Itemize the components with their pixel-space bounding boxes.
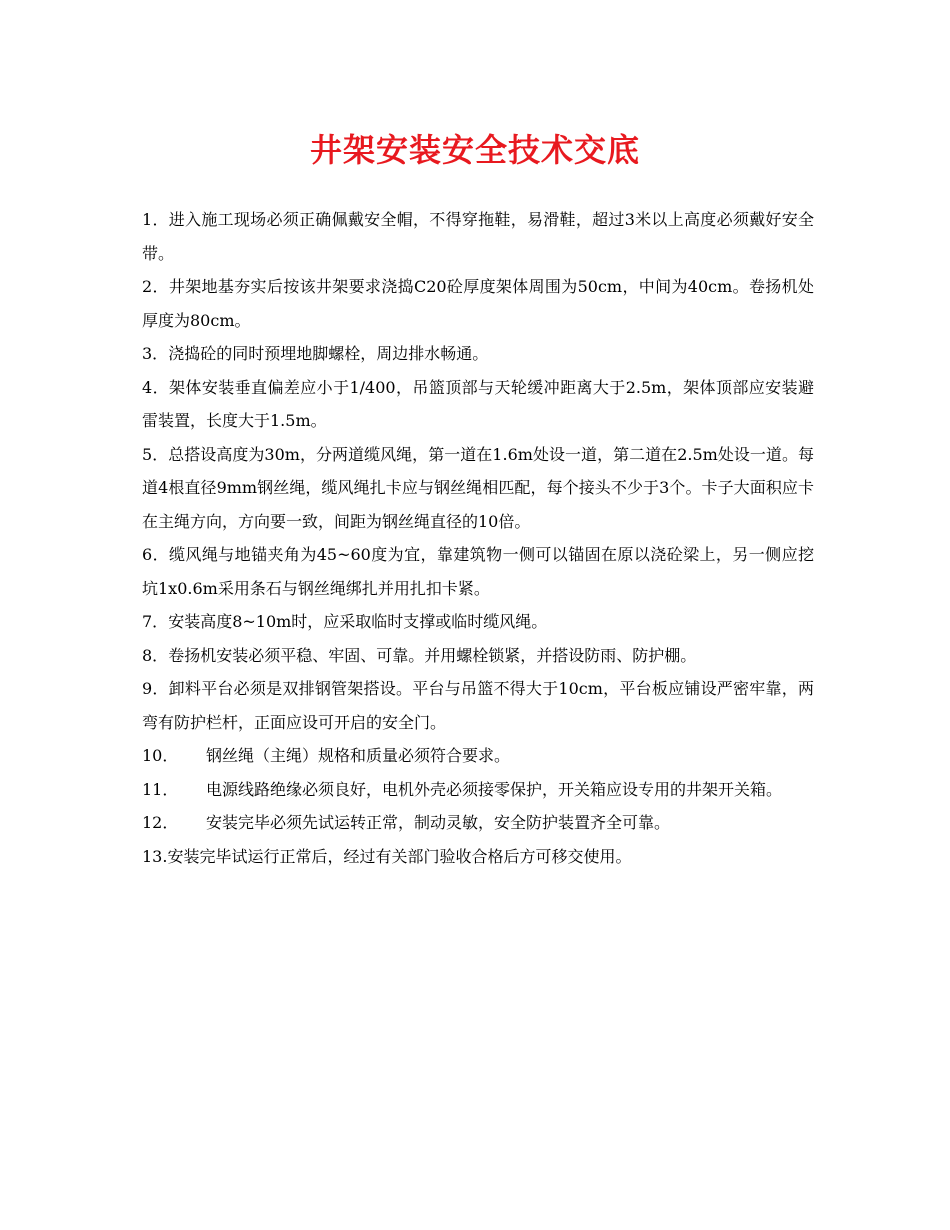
list-item	[142, 605, 814, 639]
list-item	[142, 672, 814, 739]
item-number: 10．	[142, 746, 179, 765]
item-text: 电源线路绝缘必须良好，电机外壳必须接零保护，开关箱应设专用的井架开关箱。	[206, 779, 783, 799]
item-number: 9．	[142, 679, 169, 698]
item-text: 安装完毕必须先试运转正常，制动灵敏，安全防护装置齐全可靠。	[206, 813, 671, 832]
list-item	[142, 840, 814, 874]
item-number: 7．	[142, 612, 169, 631]
item-number: 1．	[142, 210, 169, 229]
document-title: 井架安装安全技术交底	[309, 131, 640, 169]
item-text: 井架地基夯实后按该井架要求浇捣C20砼厚度架体周围为50cm，中间为40cm。卷扬机处厚度为80cm。	[142, 277, 814, 330]
list-item	[142, 538, 814, 605]
item-number: 5．	[142, 444, 169, 464]
list-item	[142, 739, 814, 773]
list-item	[142, 371, 814, 438]
item-number: 12．	[142, 813, 179, 832]
item-text: 安装高度8~10m时，应采取临时支撑或临时缆风绳。	[168, 612, 548, 631]
item-text: 进入施工现场必须正确佩戴安全帽，不得穿拖鞋，易滑鞋，超过3米以上高度必须戴好安全带。	[142, 210, 814, 263]
item-text: 卸料平台必须是双排钢管架搭设。平台与吊篮不得大于10cm，平台板应铺设严密牢靠，两弯有防护栏杆，正面应设可开启的安全门。	[142, 679, 815, 732]
item-number: 3．	[142, 344, 169, 363]
list-item	[142, 203, 814, 270]
item-number: 2．	[142, 277, 169, 296]
item-text: 钢丝绳（主绳）规格和质量必须符合要求。	[206, 746, 511, 765]
item-text: 安装完毕试运行正常后，经过有关部门验收合格后方可移交使用。	[167, 846, 632, 866]
list-item	[142, 773, 814, 807]
list-item	[142, 438, 814, 539]
item-number: 11．	[142, 779, 179, 799]
list-item	[142, 639, 814, 673]
item-text: 缆风绳与地锚夹角为45~60度为宜，靠建筑物一侧可以锚固在原以浇砼梁上，另一侧应挖坑1x0.6m采用条石与钢丝绳绑扎并用扎扣卡紧。	[142, 545, 814, 598]
item-number: 13.	[142, 846, 168, 866]
item-number: 6．	[142, 545, 170, 564]
list-item	[142, 806, 814, 840]
document-body	[142, 203, 814, 873]
list-item	[142, 270, 814, 337]
item-text: 架体安装垂直偏差应小于1/400，吊篮顶部与天轮缓冲距离大于2.5m，架体顶部应安装避雷装置，长度大于1.5m。	[142, 377, 814, 430]
item-text: 卷扬机安装必须平稳、牢固、可靠。并用螺栓锁紧，并搭设防雨、防护棚。	[168, 645, 697, 665]
item-number: 4．	[142, 377, 169, 397]
item-number: 8．	[142, 645, 169, 665]
list-item	[142, 337, 814, 371]
item-text: 浇捣砼的同时预埋地脚螺栓，周边排水畅通。	[168, 344, 489, 363]
item-text: 总搭设高度为30m，分两道缆风绳，第一道在1.6m处设一道，第二道在2.5m处设一道。每道4根直径9mm钢丝绳，缆风绳扎卡应与钢丝绳相匹配，每个接头不少于3个。卡子大面积应卡在主绳方向，方向要一致，间距为钢丝绳直径的10倍。	[142, 444, 814, 531]
